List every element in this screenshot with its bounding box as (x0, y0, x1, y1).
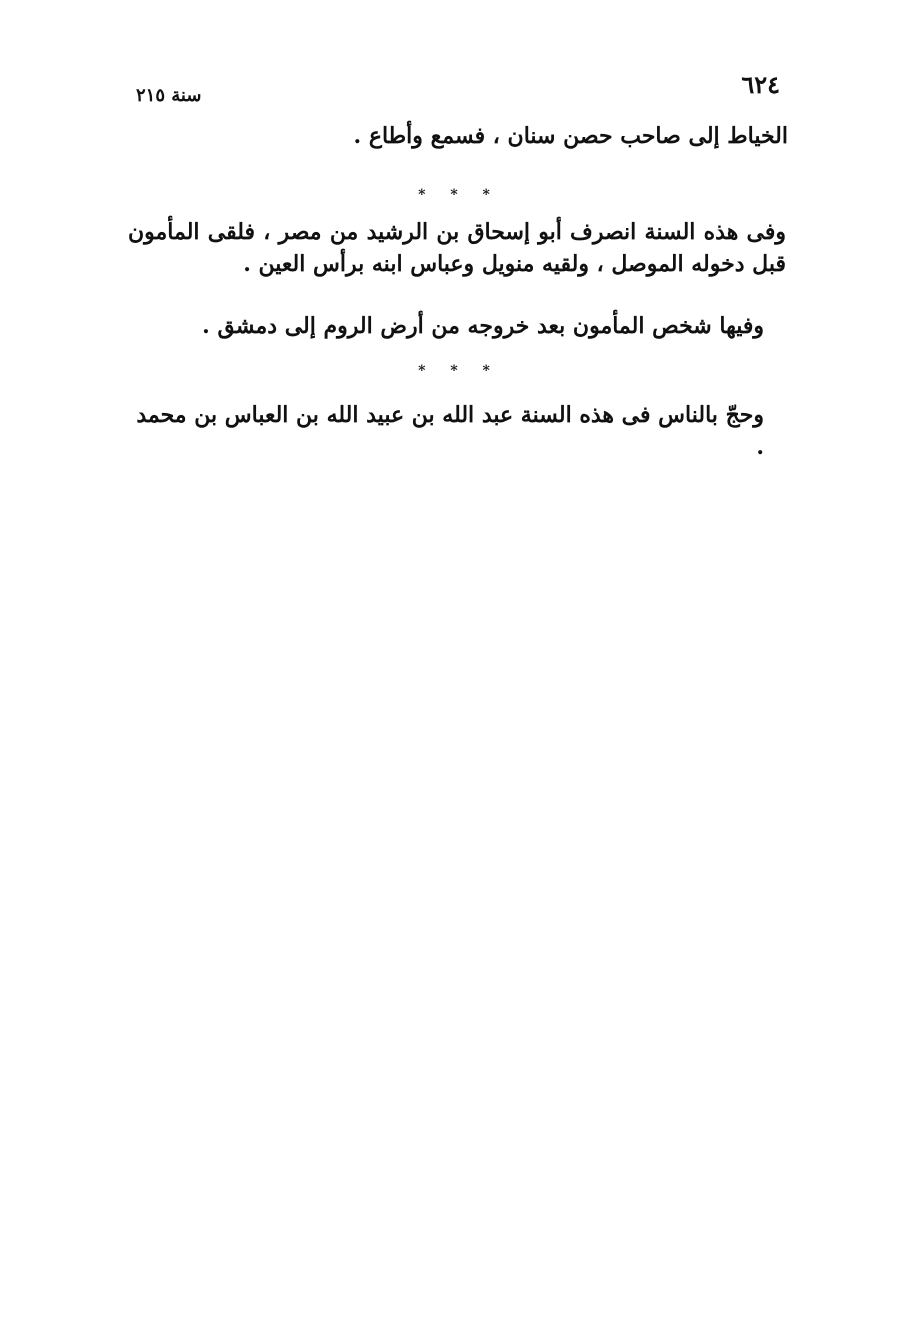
paragraph-3: وفيها شخص المأمون بعد خروجه من أرض الروم إلى دمشق . (202, 313, 764, 339)
year-heading: سنة ٢١٥ (136, 85, 202, 106)
paragraph-2: وفى هذه السنة انصرف أبو إسحاق بن الرشيد من مصر ، فلقى المأمون قبل دخوله الموصل ، ولقيه منويل وعباس ابنه برأس العين . (128, 219, 786, 277)
line-1: الخياط إلى صاحب حصن سنان ، فسمع وأطاع . (353, 123, 788, 149)
paragraph-4: وحجّ بالناس فى هذه السنة عبد الله بن عبيد الله بن العباس بن محمد . (136, 402, 764, 460)
separator-2: * * * (418, 363, 500, 379)
separator-1: * * * (418, 187, 500, 203)
page-number: ٦٢٤ (741, 70, 780, 99)
